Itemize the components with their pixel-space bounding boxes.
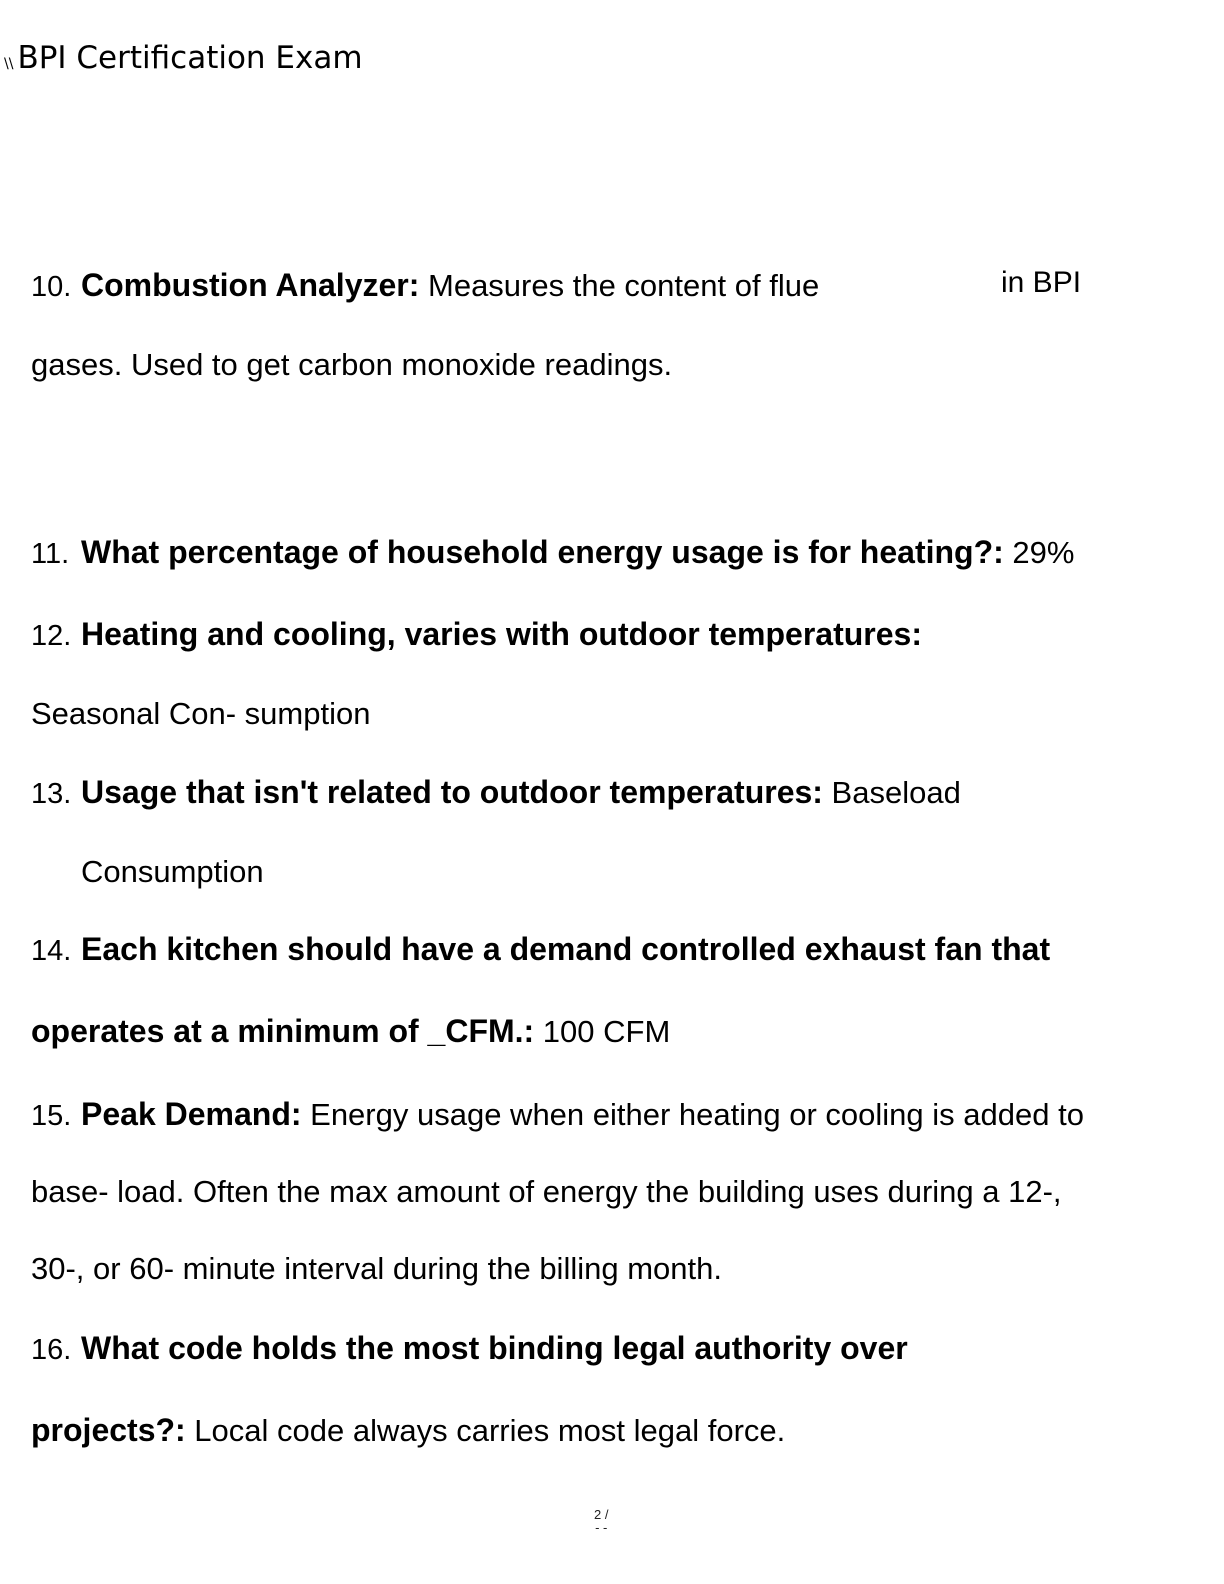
item-question: What code holds the most binding legal authority over [81,1330,908,1366]
page-number [594,1508,608,1534]
item-question: Each kitchen should have a demand controlled exhaust fan that [81,931,1051,967]
page-number-bottom: - - [595,1520,608,1535]
item-answer: Baseload [822,775,961,810]
item-16-line-1 [31,1330,908,1367]
item-answer-continued: Consumption [81,854,264,889]
item-answer-continued: gases. Used to get carbon monoxide readings. [31,347,673,382]
page-number-top: 2 / [594,1507,609,1522]
side-note: in BPI [1001,266,1082,299]
item-question-continued: projects?: [31,1412,186,1448]
item-number: 14. [31,935,72,967]
item-number: 13. [31,778,72,810]
item-question: What percentage of household energy usage is for heating?: [81,534,1004,570]
item-12-line-2 [31,696,370,732]
item-number: 10. [31,271,72,303]
item-question: Usage that isn't related to outdoor temperatures: [81,774,823,810]
document-header [4,40,363,76]
item-question: Heating and cooling, varies with outdoor temperatures: [81,616,922,652]
item-13-line-1 [31,774,961,811]
item-11-line-1 [31,534,1074,571]
header-prefix: \\ [4,56,14,72]
item-number: 12. [31,620,72,652]
item-question-continued: operates at a minimum of _CFM.: [31,1013,535,1049]
item-answer: Seasonal Con- sumption [31,696,371,731]
item-number: 11. [31,538,70,570]
item-answer: Energy usage when either heating or cooling is added to [301,1097,1084,1132]
item-10-line-2 [31,347,672,383]
item-number: 15. [31,1100,72,1132]
item-answer: Local code always carries most legal force. [185,1413,786,1448]
item-12-line-1 [31,616,922,653]
item-question: Combustion Analyzer: [81,267,420,303]
item-16-line-2 [31,1412,785,1449]
item-15-line-3 [31,1251,722,1287]
item-10-line-1 [31,267,819,304]
item-14-line-1 [31,931,1050,968]
item-answer-continued: base- load. Often the max amount of energy the building uses during a 12-, [31,1174,1062,1209]
item-15-line-1 [31,1096,1084,1133]
item-answer: 29% [1003,535,1075,570]
item-answer: Measures the content of flue [419,268,820,303]
item-number: 16. [31,1334,72,1366]
item-15-line-2 [31,1174,1062,1210]
item-14-line-2 [31,1013,670,1050]
item-answer-continued: 30-, or 60- minute interval during the billing month. [31,1251,722,1286]
item-answer: 100 CFM [534,1014,671,1049]
item-question: Peak Demand: [81,1096,302,1132]
header-title: BPI Certification Exam [17,40,363,76]
item-13-line-2 [81,854,264,890]
